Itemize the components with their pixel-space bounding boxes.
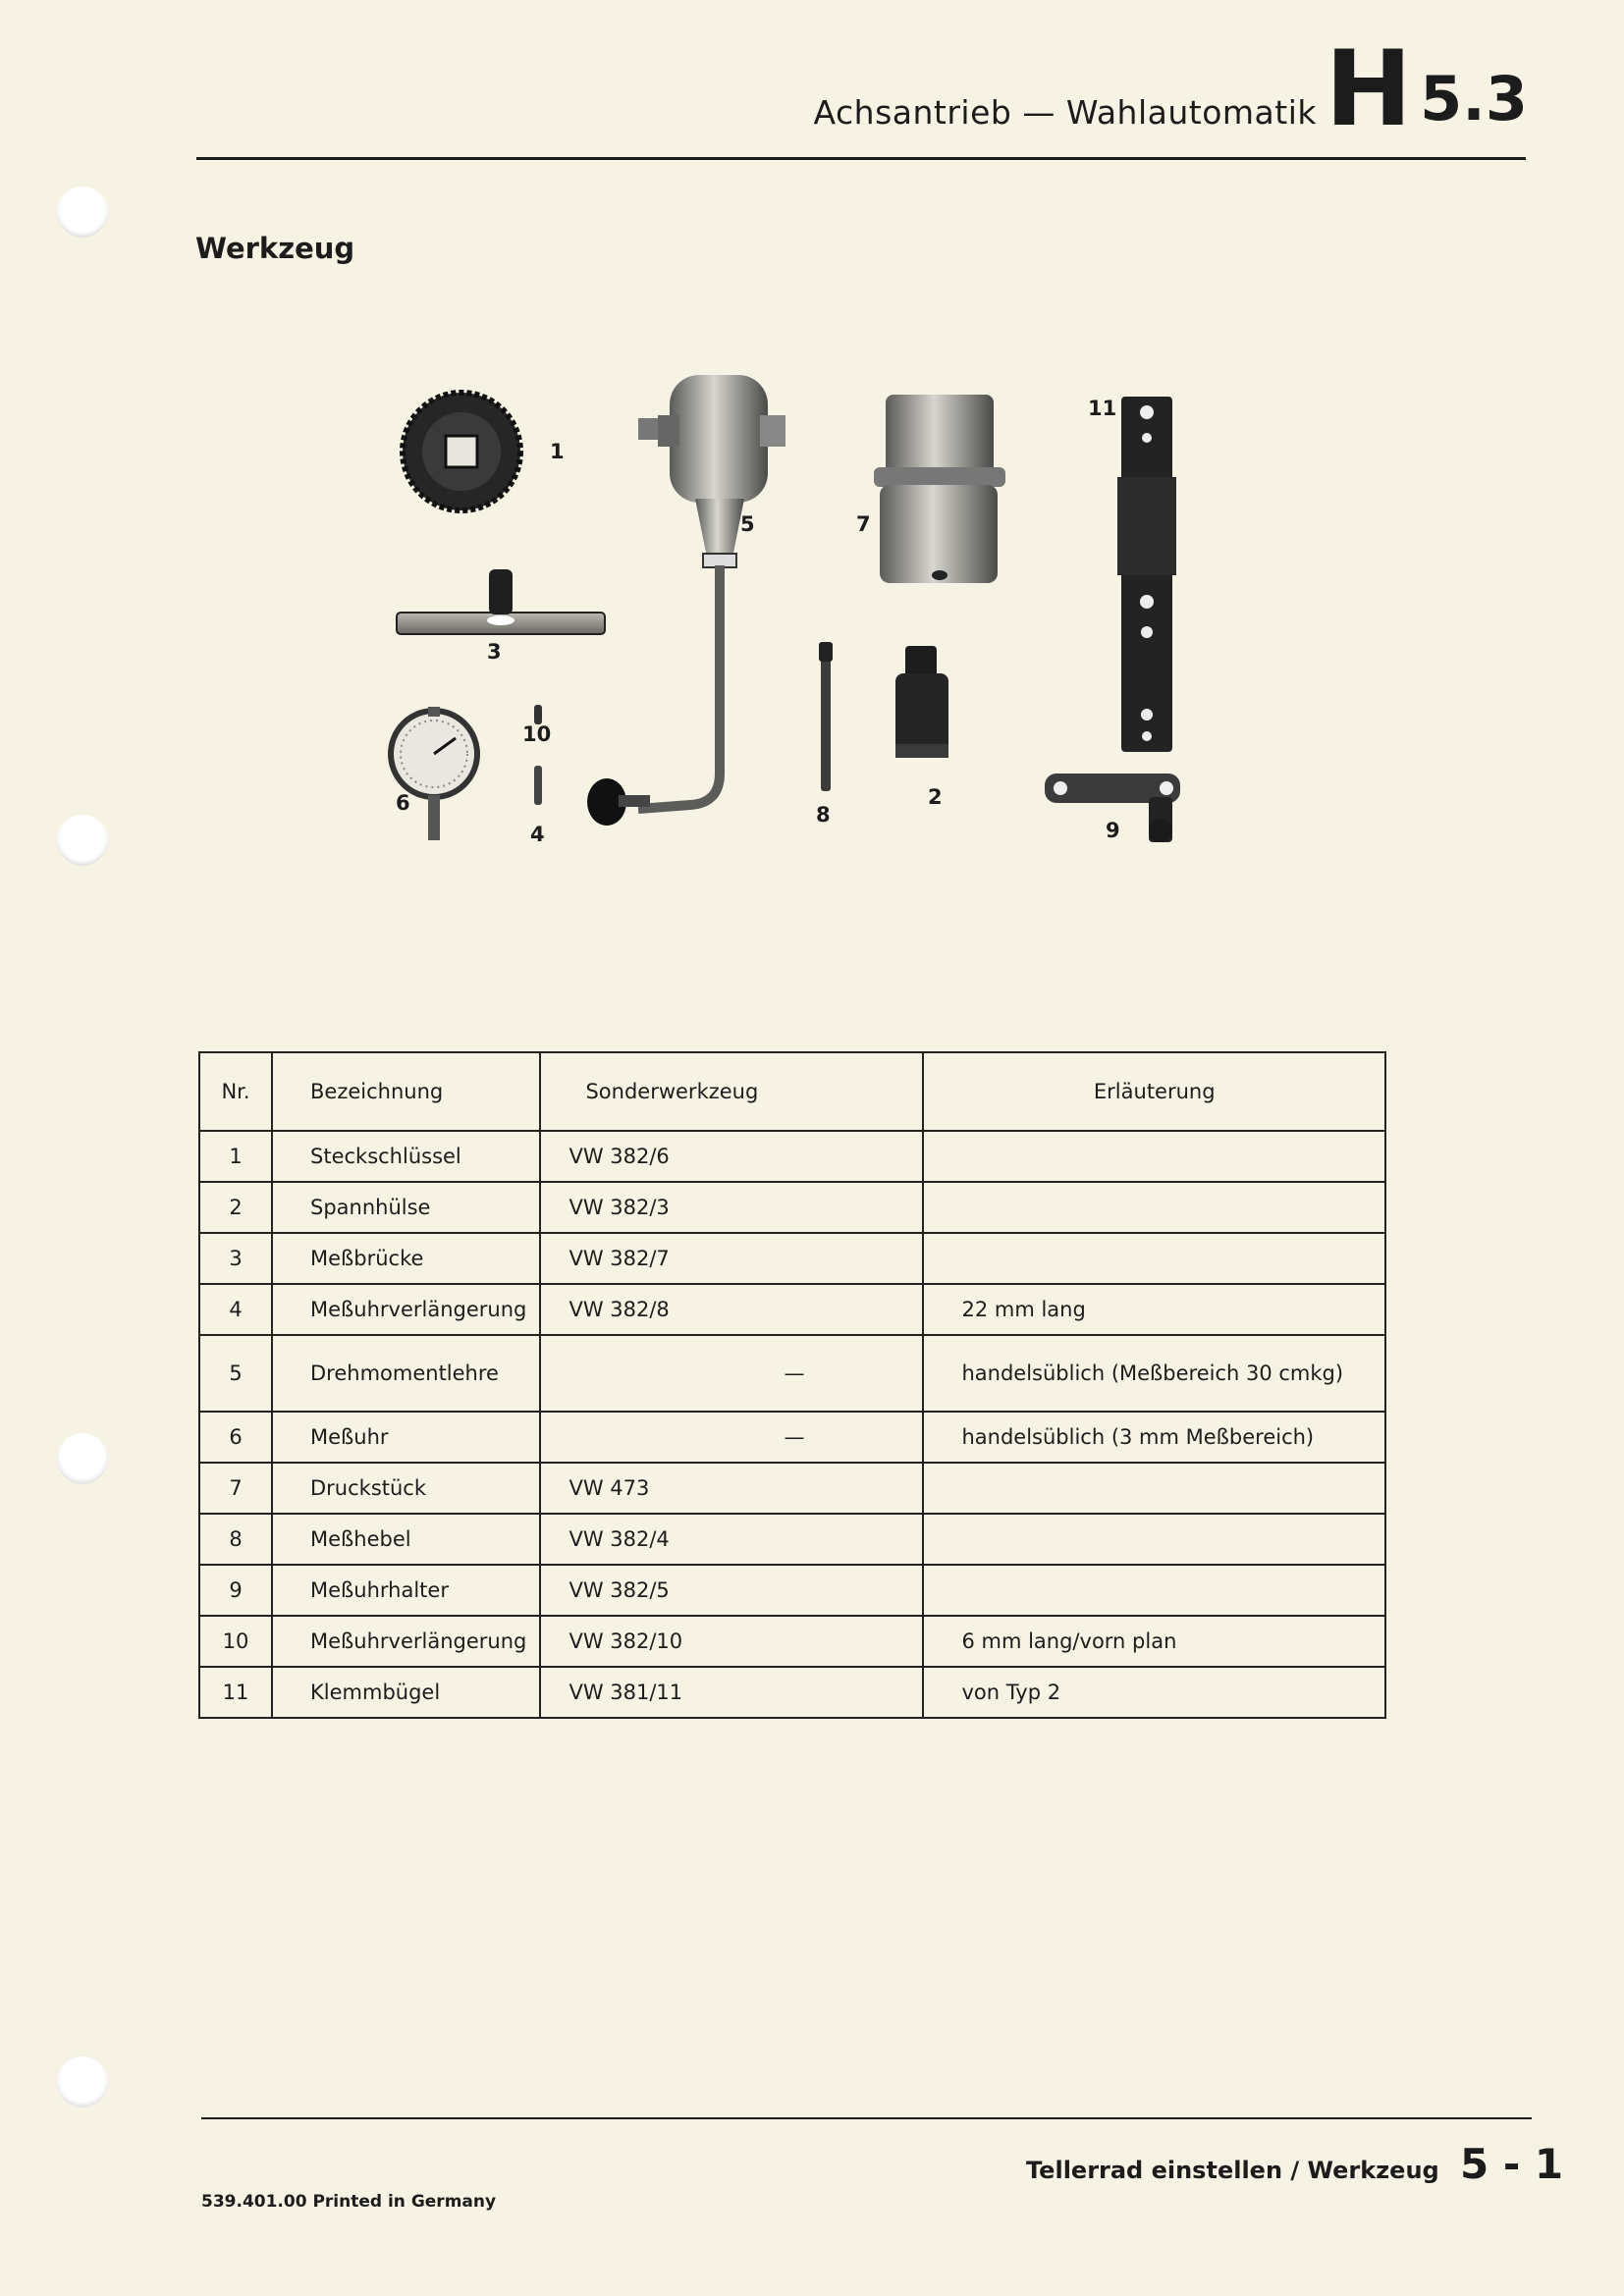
cell-sonderwerkzeug: VW 473 [540, 1463, 923, 1514]
callout-11: 11 [1088, 397, 1117, 420]
header-sonderwerkzeug: Sonderwerkzeug [540, 1052, 923, 1131]
footer-rule [201, 2117, 1532, 2119]
tool-8-measuring-lever [819, 642, 833, 791]
cell-erlaeuterung: 6 mm lang/vorn plan [923, 1616, 1385, 1667]
cell-nr: 11 [199, 1667, 272, 1718]
cell-bezeichnung: Drehmomentlehre [272, 1335, 540, 1412]
callout-6: 6 [396, 791, 410, 815]
callout-2: 2 [928, 785, 943, 809]
cell-sonderwerkzeug: VW 382/5 [540, 1565, 923, 1616]
cell-sonderwerkzeug: VW 382/7 [540, 1233, 923, 1284]
cell-erlaeuterung [923, 1131, 1385, 1182]
cell-sonderwerkzeug: — [540, 1335, 923, 1412]
header-bezeichnung: Bezeichnung [272, 1052, 540, 1131]
header-title: Achsantrieb — Wahlautomatik [813, 93, 1317, 132]
cell-erlaeuterung: von Typ 2 [923, 1667, 1385, 1718]
callout-1: 1 [550, 440, 565, 463]
cell-bezeichnung: Steckschlüssel [272, 1131, 540, 1182]
cell-nr: 5 [199, 1335, 272, 1412]
cell-erlaeuterung [923, 1514, 1385, 1565]
cell-nr: 7 [199, 1463, 272, 1514]
tool-1-socket-wrench [403, 393, 520, 510]
cell-nr: 4 [199, 1284, 272, 1335]
table-header-row [199, 1052, 1385, 1131]
cell-bezeichnung: Meßuhrverlängerung [272, 1284, 540, 1335]
header-erlaeuterung: Erläuterung [923, 1052, 1385, 1131]
callout-9: 9 [1106, 819, 1120, 842]
table-row [199, 1284, 1385, 1335]
cell-erlaeuterung: 22 mm lang [923, 1284, 1385, 1335]
cell-erlaeuterung: handelsüblich (3 mm Meßbereich) [923, 1412, 1385, 1463]
cell-bezeichnung: Meßhebel [272, 1514, 540, 1565]
cell-nr: 6 [199, 1412, 272, 1463]
cell-nr: 2 [199, 1182, 272, 1233]
page-number: 5 - 1 [1460, 2140, 1564, 2188]
cell-bezeichnung: Meßbrücke [272, 1233, 540, 1284]
callout-7: 7 [856, 512, 871, 536]
table-row [199, 1182, 1385, 1233]
tool-4-extension [534, 766, 542, 805]
cell-nr: 8 [199, 1514, 272, 1565]
cell-nr: 9 [199, 1565, 272, 1616]
cell-sonderwerkzeug: VW 382/6 [540, 1131, 923, 1182]
tool-3-measuring-bridge [397, 569, 605, 634]
table-row [199, 1616, 1385, 1667]
callout-3: 3 [487, 640, 502, 664]
section-heading: Werkzeug [195, 232, 355, 265]
cell-bezeichnung: Druckstück [272, 1463, 540, 1514]
tools-table [198, 1051, 1386, 1719]
table-row [199, 1335, 1385, 1412]
punch-hole-4 [57, 2056, 108, 2108]
section-letter: H [1325, 28, 1413, 149]
cell-sonderwerkzeug: — [540, 1412, 923, 1463]
cell-nr: 3 [199, 1233, 272, 1284]
table-row [199, 1667, 1385, 1718]
tool-5-torque-gauge [587, 375, 785, 826]
table-row [199, 1514, 1385, 1565]
cell-bezeichnung: Klemmbügel [272, 1667, 540, 1718]
header-rule [196, 157, 1526, 160]
punch-hole-1 [57, 187, 108, 238]
punch-hole-3 [57, 1433, 108, 1484]
tool-10-extension [534, 705, 542, 724]
cell-nr: 10 [199, 1616, 272, 1667]
tool-2-clamping-sleeve [895, 646, 948, 758]
cell-sonderwerkzeug: VW 382/10 [540, 1616, 923, 1667]
cell-bezeichnung: Meßuhr [272, 1412, 540, 1463]
cell-erlaeuterung: handelsüblich (Meßbereich 30 cmkg) [923, 1335, 1385, 1412]
cell-erlaeuterung [923, 1233, 1385, 1284]
cell-sonderwerkzeug: VW 382/3 [540, 1182, 923, 1233]
cell-bezeichnung: Meßuhrhalter [272, 1565, 540, 1616]
cell-sonderwerkzeug: VW 381/11 [540, 1667, 923, 1718]
table-row [199, 1233, 1385, 1284]
table-row [199, 1565, 1385, 1616]
callout-5: 5 [740, 512, 755, 536]
tool-7-pressure-piece [874, 395, 1005, 583]
table-row [199, 1412, 1385, 1463]
cell-bezeichnung: Spannhülse [272, 1182, 540, 1233]
cell-erlaeuterung [923, 1463, 1385, 1514]
tool-6-dial-gauge [391, 707, 477, 840]
tools-photo [383, 361, 1218, 872]
header-nr: Nr. [199, 1052, 272, 1131]
callout-10: 10 [522, 722, 552, 746]
cell-erlaeuterung [923, 1182, 1385, 1233]
cell-sonderwerkzeug: VW 382/8 [540, 1284, 923, 1335]
callout-8: 8 [816, 803, 831, 827]
section-code [1325, 28, 1528, 149]
tool-11-clamp [1117, 397, 1176, 752]
punch-hole-2 [57, 815, 108, 866]
cell-nr: 1 [199, 1131, 272, 1182]
callout-4: 4 [530, 823, 545, 846]
cell-erlaeuterung [923, 1565, 1385, 1616]
table-row [199, 1131, 1385, 1182]
footer-title: Tellerrad einstellen / Werkzeug [1026, 2157, 1439, 2184]
print-code: 539.401.00 Printed in Germany [201, 2192, 497, 2212]
cell-sonderwerkzeug: VW 382/4 [540, 1514, 923, 1565]
cell-bezeichnung: Meßuhrverlängerung [272, 1616, 540, 1667]
table-row [199, 1463, 1385, 1514]
section-number: 5.3 [1420, 63, 1528, 134]
